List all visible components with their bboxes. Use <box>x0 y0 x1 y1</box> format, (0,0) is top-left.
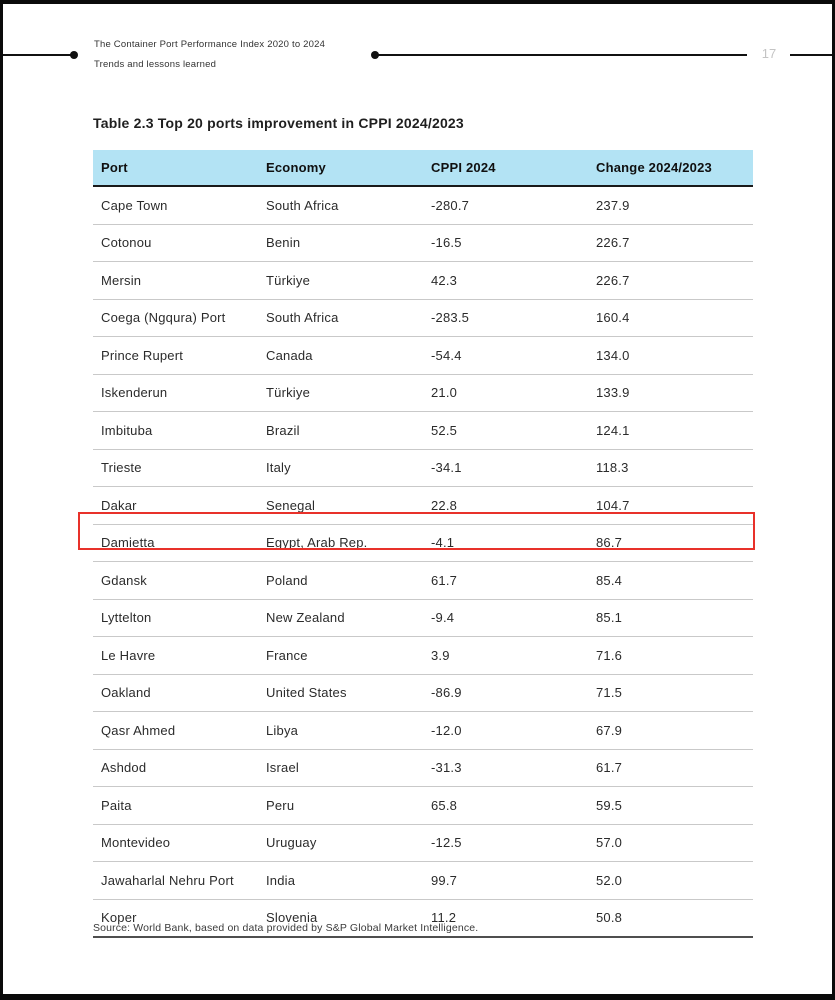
table-cell: 52.0 <box>588 862 753 900</box>
table-cell: 61.7 <box>423 562 588 600</box>
table-row-montevideo <box>93 824 753 862</box>
table-cell: Dakar <box>93 487 258 525</box>
table-head <box>93 150 753 186</box>
table-cell: 3.9 <box>423 637 588 675</box>
table-cell: Slovenia <box>266 910 318 926</box>
column-header-change-2024-2023: Change 2024/2023 <box>588 150 753 186</box>
table-cell: -16.5 <box>423 224 588 262</box>
table-cell: 22.8 <box>423 487 588 525</box>
table-header-row <box>93 150 753 186</box>
table-cell: -31.3 <box>423 749 588 787</box>
table-cell: Le Havre <box>93 637 258 675</box>
table-cell: France <box>258 637 423 675</box>
table-cell: -34.1 <box>423 449 588 487</box>
table-cell: Paita <box>93 787 258 825</box>
table-row-prince-rupert <box>93 337 753 375</box>
table-cell: Libya <box>258 712 423 750</box>
table-row-mersin <box>93 262 753 300</box>
table-cell: 50.8 <box>596 910 623 926</box>
table-cell: 118.3 <box>588 449 753 487</box>
table-row-damietta <box>93 524 753 562</box>
table-row-lyttelton <box>93 599 753 637</box>
table-row-imbituba <box>93 412 753 450</box>
table-cell: 85.1 <box>588 599 753 637</box>
table-cell: Poland <box>258 562 423 600</box>
table-cell: Iskenderun <box>93 374 258 412</box>
table-cell: 226.7 <box>588 224 753 262</box>
table-cell: Senegal <box>258 487 423 525</box>
table-cell: Montevideo <box>93 824 258 862</box>
table-cell: Gdansk <box>93 562 258 600</box>
table-row-jawaharlal-nehru-port <box>93 862 753 900</box>
table-cell: South Africa <box>258 186 423 224</box>
table-cell: 11.2 <box>431 910 457 926</box>
table-cell: New Zealand <box>258 599 423 637</box>
table-row-ashdod <box>93 749 753 787</box>
table-row-dakar <box>93 487 753 525</box>
table-cell: United States <box>258 674 423 712</box>
table-cell: 86.7 <box>588 524 753 562</box>
running-header <box>94 35 325 75</box>
table-cell: Lyttelton <box>93 599 258 637</box>
table-cell: 61.7 <box>588 749 753 787</box>
table-cell: Brazil <box>258 412 423 450</box>
table-cell: 124.1 <box>588 412 753 450</box>
ports-improvement-table <box>93 150 753 938</box>
table-cell: Trieste <box>93 449 258 487</box>
column-header-port: Port <box>93 150 258 186</box>
table-cell: Cotonou <box>93 224 258 262</box>
table-cell: Ashdod <box>93 749 258 787</box>
page-number: 17 <box>761 46 777 61</box>
table-cell: Coega (Ngqura) Port <box>93 299 258 337</box>
table-cell: Prince Rupert <box>93 337 258 375</box>
table-row-coega-ngqura-port <box>93 299 753 337</box>
table-cell: Mersin <box>93 262 258 300</box>
running-header-line2: Trends and lessons learned <box>94 59 217 70</box>
table-title: Table 2.3 Top 20 ports improvement in CPPI 2024/2023 <box>93 115 464 131</box>
table-cell: Canada <box>258 337 423 375</box>
table-cell: -54.4 <box>423 337 588 375</box>
table-row-le-havre <box>93 637 753 675</box>
table-cell: -9.4 <box>423 599 588 637</box>
table-cell: 85.4 <box>588 562 753 600</box>
table-row-cape-town <box>93 186 753 224</box>
table-row-cotonou <box>93 224 753 262</box>
table-cell: 42.3 <box>423 262 588 300</box>
table-cell: Benin <box>258 224 423 262</box>
table-cell: Oakland <box>93 674 258 712</box>
table-cell: 59.5 <box>588 787 753 825</box>
table-cell: -280.7 <box>423 186 588 224</box>
table-cell: 133.9 <box>588 374 753 412</box>
table-cell: 52.5 <box>423 412 588 450</box>
table-cell: Italy <box>258 449 423 487</box>
source-note: Source: World Bank, based on data provided by S&P Global Market Intelligence. <box>93 922 479 934</box>
table-cell: 65.8 <box>423 787 588 825</box>
table-cell: 67.9 <box>588 712 753 750</box>
table-cell: -12.5 <box>423 824 588 862</box>
table-cell: Türkiye <box>258 262 423 300</box>
table-cell: Israel <box>258 749 423 787</box>
table-cell: -86.9 <box>423 674 588 712</box>
column-header-economy: Economy <box>258 150 423 186</box>
table-cell: India <box>258 862 423 900</box>
table-row-paita <box>93 787 753 825</box>
table-body <box>93 186 753 937</box>
header-rule-left <box>0 54 73 56</box>
table-cell: Qasr Ahmed <box>93 712 258 750</box>
table-row-gdansk <box>93 562 753 600</box>
table-cell: Koper <box>101 910 137 926</box>
table-cell: Jawaharlal Nehru Port <box>93 862 258 900</box>
table-cell: 71.5 <box>588 674 753 712</box>
table-cell: 71.6 <box>588 637 753 675</box>
table-cell: 99.7 <box>423 862 588 900</box>
table-row-qasr-ahmed <box>93 712 753 750</box>
table-cell: -4.1 <box>423 524 588 562</box>
table-cell: 134.0 <box>588 337 753 375</box>
table-row-iskenderun <box>93 374 753 412</box>
table-cell: -283.5 <box>423 299 588 337</box>
table-cell: Imbituba <box>93 412 258 450</box>
table-cell: -12.0 <box>423 712 588 750</box>
running-header-line1: The Container Port Performance Index 2020 to 2024 <box>94 39 326 50</box>
table-cell: Türkiye <box>258 374 423 412</box>
table-cell: 160.4 <box>588 299 753 337</box>
table-cell: 237.9 <box>588 186 753 224</box>
table-cell: 226.7 <box>588 262 753 300</box>
table-cell: Egypt, Arab Rep. <box>258 524 423 562</box>
table-cell: South Africa <box>258 299 423 337</box>
table-row-oakland <box>93 674 753 712</box>
table-cell: 57.0 <box>588 824 753 862</box>
table-cell: 21.0 <box>423 374 588 412</box>
table-row-trieste <box>93 449 753 487</box>
header-rule-right <box>790 54 835 56</box>
header-dot-left <box>70 51 78 59</box>
header-rule-mid <box>375 54 747 56</box>
table-cell: Uruguay <box>258 824 423 862</box>
table-cell: Peru <box>258 787 423 825</box>
column-header-cppi-2024: CPPI 2024 <box>423 150 588 186</box>
table-cell: Damietta <box>93 524 258 562</box>
table-cell: Cape Town <box>93 186 258 224</box>
table-cell: 104.7 <box>588 487 753 525</box>
